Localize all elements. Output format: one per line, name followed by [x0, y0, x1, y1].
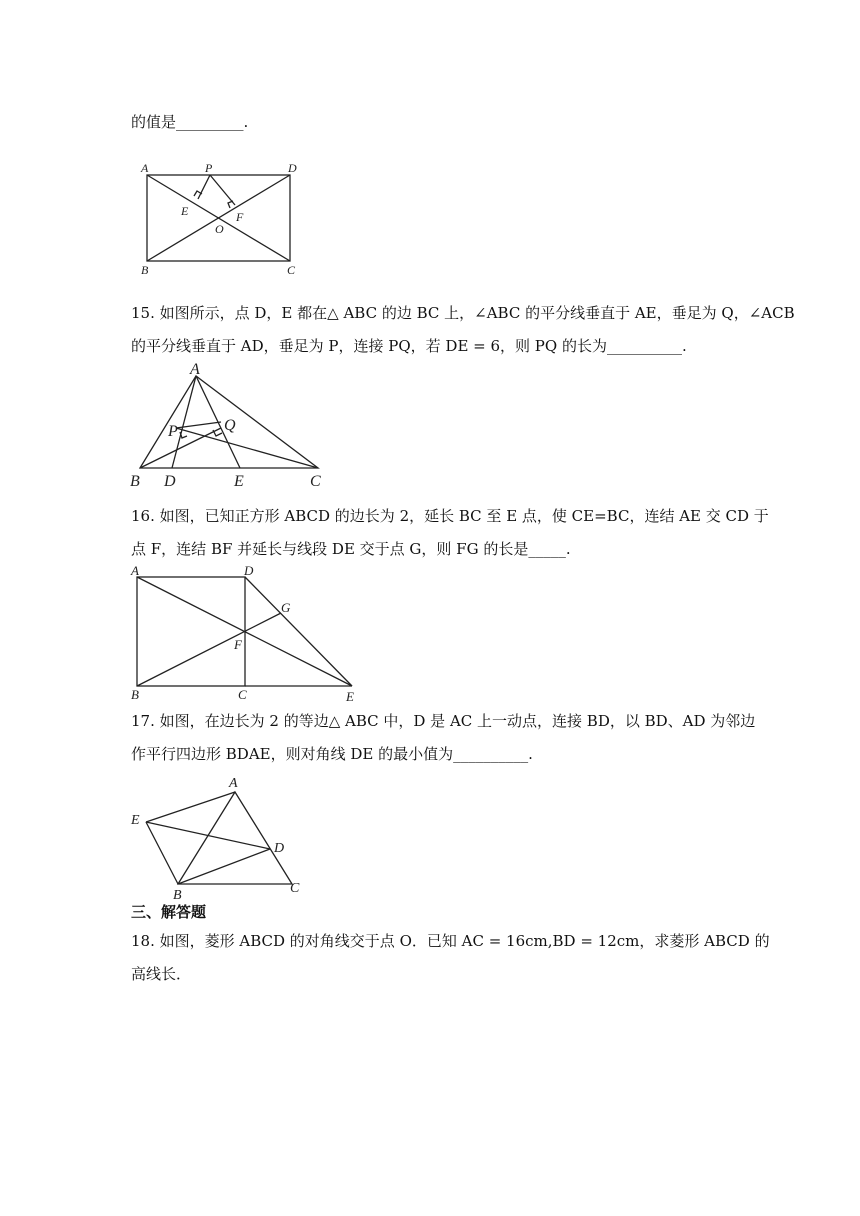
q14-tail-text: 的值是 [131, 113, 177, 131]
label-f: F [234, 637, 242, 652]
q16-line-1: 16. 如图，已知正方形 ABCD 的边长为 2，延长 BC 至 E 点，使 CE=BC，连结 AE 交 CD 于 [131, 507, 769, 525]
label-g: G [281, 600, 291, 615]
label-b: B [141, 263, 149, 277]
segment-bg [137, 613, 281, 686]
figure-q15-triangle [128, 362, 338, 492]
figure-q17-parallelogram [128, 770, 313, 903]
label-e: E [131, 813, 140, 828]
section-title-solutions: 三、解答题 [131, 903, 207, 921]
q16-line-2: 点 F，连结 BF 并延长与线段 DE 交于点 G，则 FG 的长是_____. [131, 540, 571, 558]
q18-line-2: 高线长． [131, 965, 192, 983]
label-f: F [236, 210, 244, 224]
label-c: C [238, 687, 247, 702]
segment-eb [146, 822, 178, 884]
segment-ad [172, 376, 196, 468]
label-q: Q [224, 417, 236, 434]
q14-answer-blank: _________ [176, 113, 244, 131]
label-d: D [164, 473, 176, 490]
label-c: C [310, 473, 321, 490]
label-e: E [346, 689, 354, 704]
label-e: E [181, 204, 189, 218]
label-b: B [130, 473, 140, 490]
q14-tail-end: . [243, 113, 249, 131]
q15-line-1: 15. 如图所示，点 D，E 都在△ ABC 的边 BC 上，∠ABC 的平分线垂直于 AE，垂足为 Q，∠ACB [131, 304, 795, 322]
label-c: C [287, 263, 296, 277]
label-p: P [205, 161, 213, 175]
q15-line-2: 的平分线垂直于 AD，垂足为 P，连接 PQ，若 DE = 6，则 PQ 的长为__________. [131, 337, 687, 355]
segment-pe [198, 175, 210, 199]
diagonal-ed [146, 822, 270, 849]
label-a: A [190, 361, 200, 378]
label-a: A [141, 161, 149, 175]
figure-q14-rectangle [130, 155, 310, 280]
q18-line-1: 18. 如图，菱形 ABCD 的对角线交于点 O．已知 AC = 16cm,BD = 12cm，求菱形 ABCD 的 [131, 932, 770, 950]
label-e: E [234, 473, 244, 490]
segment-bd [178, 849, 270, 884]
label-d: D [288, 161, 297, 175]
label-d: D [244, 563, 254, 578]
label-b: B [173, 888, 182, 903]
right-angle-e [194, 191, 202, 196]
q17-line-2: 作平行四边形 BDAE，则对角线 DE 的最小值为__________. [131, 745, 533, 763]
segment-ea [146, 792, 235, 822]
label-c: C [290, 881, 300, 896]
square-abcd [137, 577, 245, 686]
label-a: A [229, 776, 238, 791]
label-p: P [168, 423, 178, 440]
figure-q16-square [128, 563, 363, 705]
bisector-c-to-p [176, 428, 318, 468]
segment-pf [210, 175, 235, 205]
segment-de [245, 577, 352, 686]
label-b: B [131, 687, 139, 702]
label-o: O [215, 222, 224, 236]
label-d: D [274, 841, 285, 856]
q14-tail-line [131, 112, 248, 132]
label-a: A [131, 563, 139, 578]
q17-line-1: 17. 如图，在边长为 2 的等边△ ABC 中，D 是 AC 上一动点，连接 BD，以 BD、AD 为邻边 [131, 712, 756, 730]
